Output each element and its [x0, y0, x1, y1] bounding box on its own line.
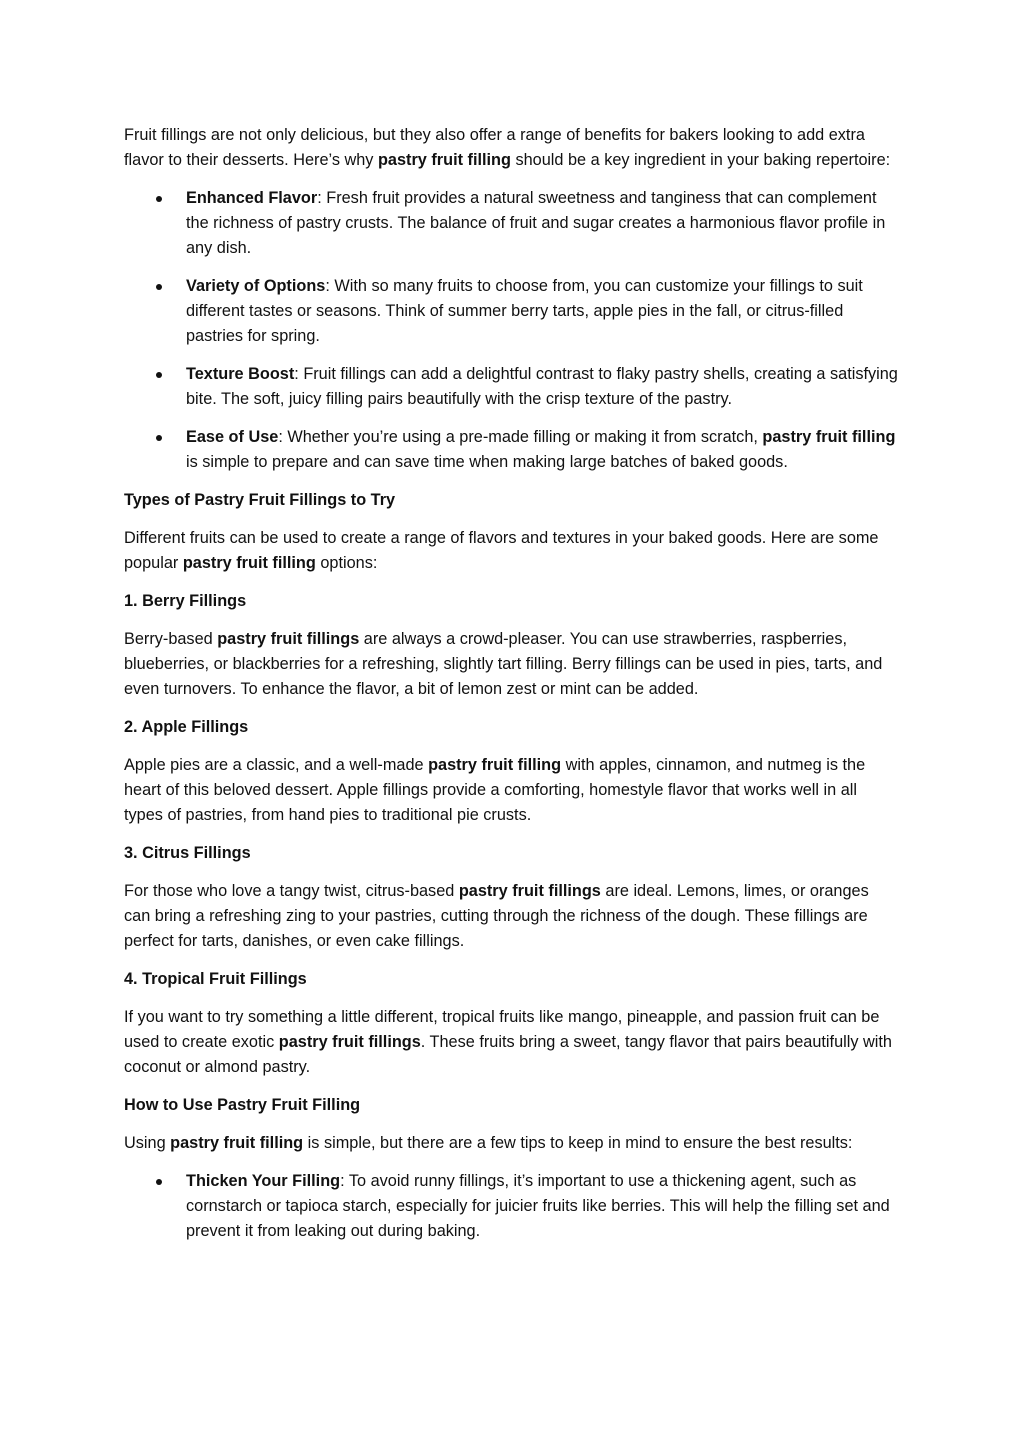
tips-list	[124, 1169, 899, 1244]
paragraph-berry: Berry-based pastry fruit fillings are always a crowd-pleaser. You can use strawberries, raspberries, blueberries, or blackberries for a refreshing, slightly tart filling. Berry fillings can be used in pies, tarts, and even turnovers. To enhance the flavor, a bit of lemon zest or mint can be added.	[124, 630, 883, 698]
list-item: Enhanced Flavor: Fresh fruit provides a natural sweetness and tanginess that can complement the richness of pastry crusts. The balance of fruit and sugar creates a harmonious flavor profile in any dish.	[124, 186, 899, 261]
section-heading-types: Types of Pastry Fruit Fillings to Try	[124, 491, 396, 509]
types-intro-paragraph: Different fruits can be used to create a range of flavors and textures in your baked goods. Here are some popular pastry fruit filling options:	[124, 529, 879, 572]
usage-intro-paragraph: Using pastry fruit filling is simple, but there are a few tips to keep in mind to ensure the best results:	[124, 1134, 853, 1152]
bullet-icon	[156, 372, 162, 378]
list-item: Thicken Your Filling: To avoid runny fillings, it’s important to use a thickening agent, such as cornstarch or tapioca starch, especially for juicier fruits like berries. This will help the filling set and prevent it from leaking out during baking.	[124, 1169, 899, 1244]
bullet-icon	[156, 435, 162, 441]
subheading-apple: 2. Apple Fillings	[124, 718, 249, 736]
document-page	[124, 123, 899, 1257]
list-item: Texture Boost: Fruit fillings can add a delightful contrast to flaky pastry shells, creating a satisfying bite. The soft, juicy filling pairs beautifully with the crisp texture of the pastry.	[124, 362, 899, 412]
paragraph-tropical: If you want to try something a little different, tropical fruits like mango, pineapple, and passion fruit can be used to create exotic pastry fruit fillings. These fruits bring a sweet, tangy flavor that pairs beautifully with coconut or almond pastry.	[124, 1008, 892, 1076]
subheading-tropical: 4. Tropical Fruit Fillings	[124, 970, 307, 988]
subheading-citrus: 3. Citrus Fillings	[124, 844, 251, 862]
intro-paragraph: Fruit fillings are not only delicious, but they also offer a range of benefits for bakers looking to add extra flavor to their desserts. Here’s why pastry fruit filling should be a key ingredient in your baking repertoire:	[124, 126, 891, 169]
bullet-icon	[156, 196, 162, 202]
section-heading-usage: How to Use Pastry Fruit Filling	[124, 1096, 361, 1114]
paragraph-citrus: For those who love a tangy twist, citrus-based pastry fruit fillings are ideal. Lemons, limes, or oranges can bring a refreshing zing to your pastries, cutting through the richness of the dough. These fillings are perfect for tarts, danishes, or even cake fillings.	[124, 882, 869, 950]
bullet-icon	[156, 284, 162, 290]
list-item: Ease of Use: Whether you’re using a pre-made filling or making it from scratch, pastry fruit filling is simple to prepare and can save time when making large batches of baked goods.	[124, 425, 899, 475]
benefits-list	[124, 186, 899, 475]
list-item: Variety of Options: With so many fruits to choose from, you can customize your fillings to suit different tastes or seasons. Think of summer berry tarts, apple pies in the fall, or citrus-filled pastries for spring.	[124, 274, 899, 349]
subheading-berry: 1. Berry Fillings	[124, 592, 247, 610]
bullet-icon	[156, 1179, 162, 1185]
paragraph-apple: Apple pies are a classic, and a well-made pastry fruit filling with apples, cinnamon, and nutmeg is the heart of this beloved dessert. Apple fillings provide a comforting, homestyle flavor that works well in all types of pastries, from hand pies to traditional pie crusts.	[124, 756, 866, 824]
